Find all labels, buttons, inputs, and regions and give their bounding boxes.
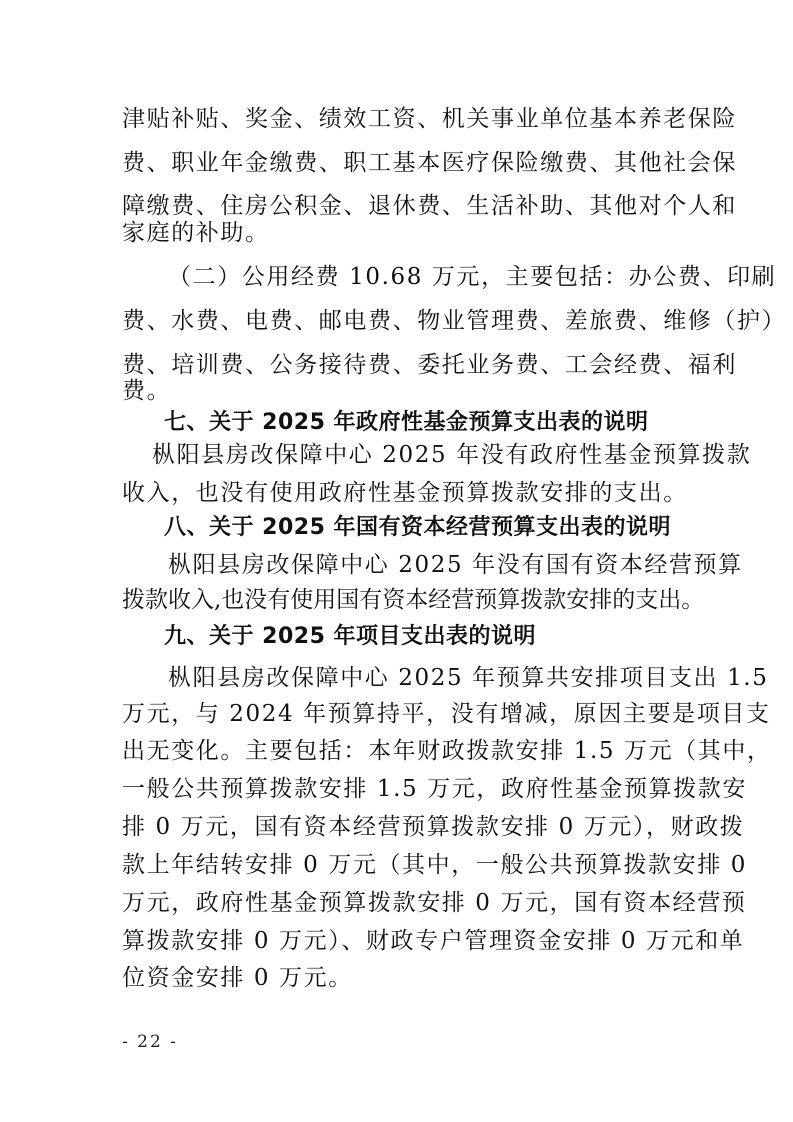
paragraph-line: 费、职业年金缴费、职工基本医疗保险缴费、其他社会保 [122,150,737,176]
paragraph-line: 算拨款安排 0 万元）、财政专户管理资金安排 0 万元和单 [122,928,745,954]
paragraph-line: 枞阳县房改保障中心 2025 年没有国有资本经营预算 [168,552,743,578]
paragraph-line: 出无变化。主要包括：本年财政拨款安排 1.5 万元（其中， [122,738,772,764]
paragraph-line: （二）公用经费 10.68 万元，主要包括：办公费、印刷 [168,264,777,290]
paragraph-line: 排 0 万元，国有资本经营预算拨款安排 0 万元），财政拨 [122,814,745,840]
paragraph-line: 枞阳县房改保障中心 2025 年预算共安排项目支出 1.5 [168,665,769,691]
paragraph-line: 拨款收入,也没有使用国有资本经营预算拨款安排的支出。 [122,587,705,613]
paragraph-line: 位资金安排 0 万元。 [122,965,353,991]
paragraph-line: 费、水费、电费、邮电费、物业管理费、差旅费、维修（护） [122,308,787,334]
page-number: - 22 - [122,1032,178,1052]
paragraph-line: 一般公共预算拨款安排 1.5 万元，政府性基金预算拨款安 [122,776,747,802]
paragraph-line: 家庭的补助。 [122,220,270,246]
paragraph-line: 款上年结转安排 0 万元（其中，一般公共预算拨款安排 0 [122,852,747,878]
paragraph-line: 障缴费、住房公积金、退休费、生活补助、其他对个人和 [122,193,737,219]
section-heading: 九、关于 2025 年项目支出表的说明 [164,624,537,649]
section-heading: 七、关于 2025 年政府性基金预算支出表的说明 [164,410,649,435]
paragraph-line: 万元，政府性基金预算拨款安排 0 万元，国有资本经营预 [122,890,747,916]
paragraph-line: 收入，也没有使用政府性基金预算拨款安排的支出。 [122,480,688,506]
paragraph-line: 津贴补贴、奖金、绩效工资、机关事业单位基本养老保险 [122,106,737,132]
paragraph-line: 枞阳县房改保障中心 2025 年没有政府性基金预算拨款 [152,442,752,468]
section-heading: 八、关于 2025 年国有资本经营预算支出表的说明 [164,515,672,540]
paragraph-line: 万元，与 2024 年预算持平，没有增减，原因主要是项目支 [122,701,771,727]
paragraph-line: 费、培训费、公务接待费、委托业务费、工会经费、福利 [122,352,737,378]
paragraph-line: 费。 [122,378,172,404]
